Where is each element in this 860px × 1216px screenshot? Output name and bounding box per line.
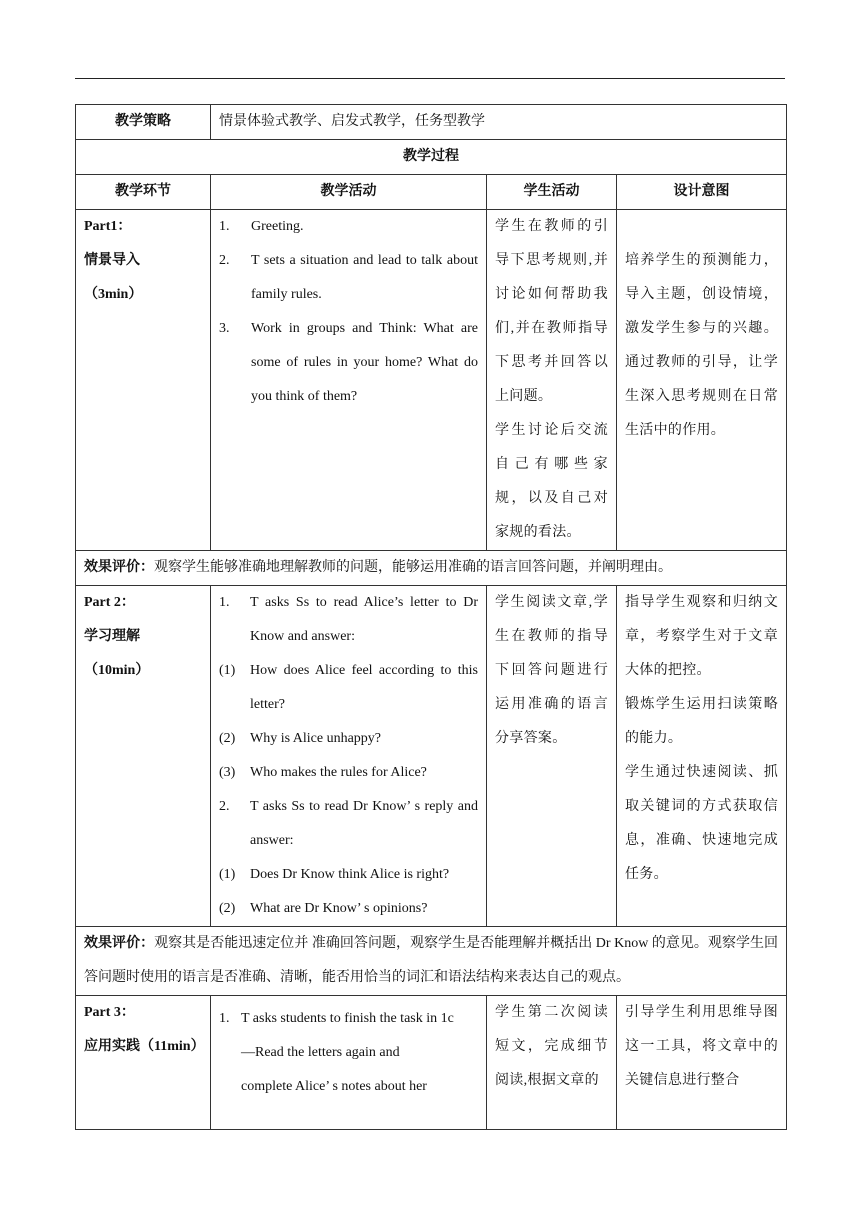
part1-intent-text: 培养学生的预测能力，导入主题，创设情境，激发学生参与的兴趣。通过教师的引导，让学生深入思考规则在日常生活中的作用。: [625, 253, 779, 438]
item-text: T asks Ss to read Alice’s letter to Dr Know and answer:: [250, 595, 478, 644]
item-number: (2): [219, 731, 236, 746]
part3-student-text: 学生第二次阅读短文，完成细节阅读,根据文章的: [495, 1005, 608, 1088]
part2-stage-time: （10min）: [84, 663, 150, 678]
list-item: [219, 790, 478, 858]
part1-stage-name: 情景导入: [84, 253, 140, 268]
list-item: [219, 1002, 478, 1104]
part1-row: [76, 210, 787, 551]
part2-stage-name: 学习理解: [84, 629, 140, 644]
list-item: [219, 586, 478, 654]
eval2-text: 观察其是否能迅速定位并 准确回答问题，观察学生是否能理解并概括出 Dr Know 的意见。观察学生回答问题时使用的语言是否准确、清晰，能否用恰当的词汇和语法结构来表达自己的观点。: [84, 936, 779, 985]
part2-activities: [211, 586, 487, 927]
item-text: What are Dr Know’ s opinions?: [250, 901, 428, 916]
list-item: [219, 312, 478, 414]
part3-stage: [76, 996, 211, 1130]
part2-stage-title: Part 2：: [84, 595, 135, 610]
item-text: How does Alice feel according to this letter?: [250, 663, 478, 712]
item-text: Does Dr Know think Alice is right?: [250, 867, 450, 882]
item-number: 1.: [219, 1011, 230, 1026]
part3-student: [487, 996, 617, 1130]
strategy-label: 教学策略: [76, 105, 211, 140]
col-header-student: 学生活动: [487, 175, 617, 210]
item-text: Why is Alice unhappy?: [250, 731, 382, 746]
part1-stage-title: Part1：: [84, 219, 132, 234]
item-number: (1): [219, 867, 236, 882]
item-number: 1.: [219, 219, 230, 234]
part2-row: [76, 586, 787, 927]
part1-intent: [617, 210, 787, 551]
item-text: T asks students to finish the task in 1c—Read the letters again and complete Alice’ s notes about her: [241, 1011, 454, 1094]
eval1-row: [76, 551, 787, 586]
part2-student: [487, 586, 617, 927]
part3-stage-name: 应用实践（11min）: [84, 1039, 205, 1054]
col-header-teacher: 教学活动: [211, 175, 487, 210]
item-number: (2): [219, 901, 236, 916]
part2-student-text: 学生阅读文章,学生在教师的指导下回答问题进行运用准确的语言分享答案。: [495, 595, 608, 746]
part3-intent-text: 引导学生利用思维导图这一工具，将文章中的 关键信息进行整合: [625, 1005, 779, 1088]
list-item: [219, 654, 478, 722]
part1-student-p1: 学生在教师的引导下思考规则,并讨论如何帮助我们,并在教师指导下思考并回答以上问题。: [495, 219, 608, 404]
item-text: T sets a situation and lead to talk about family rules.: [251, 253, 478, 302]
process-title-row: [76, 140, 787, 175]
strategy-row: [76, 105, 787, 140]
item-number: (3): [219, 765, 236, 780]
process-title: 教学过程: [76, 140, 787, 175]
item-text: T asks Ss to read Dr Know’ s reply and answer:: [250, 799, 478, 848]
list-item: [219, 722, 478, 756]
col-header-intent: 设计意图: [617, 175, 787, 210]
list-item: [219, 892, 478, 926]
column-header-row: [76, 175, 787, 210]
part2-intent-p3: 学生通过快速阅读、抓取关键词的方式获取信息，准确、快速地完成任务。: [625, 765, 779, 882]
part3-stage-title: Part 3：: [84, 1005, 135, 1020]
col-header-stage: 教学环节: [76, 175, 211, 210]
part2-intent-p1: 指导学生观察和归纳文章，考察学生对于文章大体的把控。: [625, 595, 779, 678]
part1-stage-time: （3min）: [84, 287, 143, 302]
item-number: 2.: [219, 799, 230, 814]
part3-intent: [617, 996, 787, 1130]
item-number: 2.: [219, 253, 230, 268]
part1-activities: [211, 210, 487, 551]
eval2-label: 效果评价：: [84, 936, 155, 951]
part2-intent: [617, 586, 787, 927]
eval1-text: 观察学生能够准确地理解教师的问题，能够运用准确的语言回答问题，并阐明理由。: [154, 560, 672, 575]
list-item: [219, 858, 478, 892]
list-item: [219, 210, 478, 244]
item-text: Who makes the rules for Alice?: [250, 765, 427, 780]
list-item: [219, 756, 478, 790]
part3-row: [76, 996, 787, 1130]
item-text: Work in groups and Think: What are some of rules in your home? What do you think of them?: [251, 321, 478, 404]
part2-intent-p2: 锻炼学生运用扫读策略的能力。: [625, 697, 779, 746]
strategy-value: 情景体验式教学、启发式教学，任务型教学: [211, 105, 787, 140]
eval1-label: 效果评价：: [84, 560, 154, 575]
item-number: 3.: [219, 321, 230, 336]
lesson-plan-table: [75, 104, 787, 1130]
eval1: [76, 551, 787, 586]
part1-student-p2: 学生讨论后交流自己有哪些家规，以及自己对家规的看法。: [495, 423, 608, 540]
part1-stage: [76, 210, 211, 551]
part2-stage: [76, 586, 211, 927]
item-number: (1): [219, 663, 236, 678]
item-text: Greeting.: [251, 219, 304, 234]
part3-activities: [211, 996, 487, 1130]
header-rule: [75, 78, 785, 79]
eval2-row: [76, 927, 787, 996]
part1-student: [487, 210, 617, 551]
eval2: [76, 927, 787, 996]
item-number: 1.: [219, 595, 230, 610]
list-item: [219, 244, 478, 312]
